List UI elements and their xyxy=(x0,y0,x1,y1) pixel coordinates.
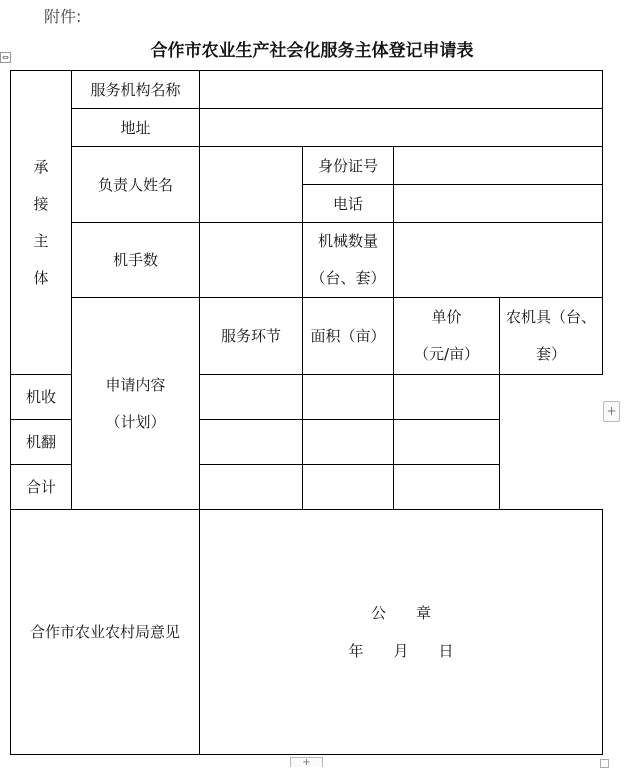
id-number-label: 身份证号 xyxy=(303,147,394,185)
machinery-count-label-line: 机械数量 xyxy=(317,232,378,250)
service-stage-header: 服务环节 xyxy=(200,298,303,375)
date-label: 年 月 日 xyxy=(348,642,454,660)
tillage-machines-field[interactable] xyxy=(394,420,500,465)
machinery-count-field[interactable] xyxy=(394,223,603,298)
section-label-char: 主 xyxy=(33,231,49,250)
harvest-area-field[interactable] xyxy=(200,375,303,420)
application-label xyxy=(72,298,200,510)
tillage-area-field[interactable] xyxy=(200,420,303,465)
add-row-icon[interactable]: + xyxy=(290,757,323,767)
table-move-handle-icon[interactable]: ⇔ xyxy=(0,52,11,63)
total-price-field[interactable] xyxy=(303,465,394,510)
section-label-contractor xyxy=(11,71,72,375)
unit-price-header-line: 单价 xyxy=(431,308,462,326)
person-name-field[interactable] xyxy=(200,147,303,223)
unit-price-header xyxy=(394,298,500,375)
total-machines-field[interactable] xyxy=(394,465,500,510)
id-number-field[interactable] xyxy=(394,147,603,185)
section-label-char: 接 xyxy=(33,194,49,213)
form-title: 合作市农业生产社会化服务主体登记申请表 xyxy=(150,41,474,61)
operators-field[interactable] xyxy=(200,223,303,298)
org-name-label: 服务机构名称 xyxy=(72,71,200,109)
registration-form-table xyxy=(10,70,603,755)
bureau-opinion-field[interactable] xyxy=(200,510,603,755)
phone-label: 电话 xyxy=(303,185,394,223)
row-label-tillage: 机翻 xyxy=(11,420,72,465)
machines-header-line: 农机具（台、 xyxy=(505,308,596,326)
section-label-char: 体 xyxy=(33,268,49,287)
section-label-char: 承 xyxy=(33,157,49,176)
address-label: 地址 xyxy=(72,109,200,147)
machinery-count-label xyxy=(303,223,394,298)
unit-price-header-line: （元/亩） xyxy=(413,345,480,363)
tillage-price-field[interactable] xyxy=(303,420,394,465)
address-field[interactable] xyxy=(200,109,603,147)
area-header: 面积（亩） xyxy=(303,298,394,375)
bureau-opinion-label: 合作市农业农村局意见 xyxy=(11,510,200,755)
org-name-field[interactable] xyxy=(200,71,603,109)
total-area-field[interactable] xyxy=(200,465,303,510)
add-column-icon[interactable]: + xyxy=(603,401,620,422)
harvest-machines-field[interactable] xyxy=(394,375,500,420)
application-label-line: （计划） xyxy=(105,412,166,431)
operators-label: 机手数 xyxy=(72,223,200,298)
phone-field[interactable] xyxy=(394,185,603,223)
attachment-label: 附件: xyxy=(44,7,82,26)
row-label-total: 合计 xyxy=(11,465,72,510)
machinery-count-label-line: （台、套） xyxy=(310,269,386,287)
machines-header-line: 套） xyxy=(535,345,566,363)
application-label-line: 申请内容 xyxy=(105,375,166,394)
machines-header xyxy=(500,298,603,375)
seal-label: 公 章 xyxy=(370,604,431,622)
row-label-harvest: 机收 xyxy=(11,375,72,420)
harvest-price-field[interactable] xyxy=(303,375,394,420)
person-name-label: 负责人姓名 xyxy=(72,147,200,223)
table-resize-handle-icon[interactable] xyxy=(600,759,609,768)
